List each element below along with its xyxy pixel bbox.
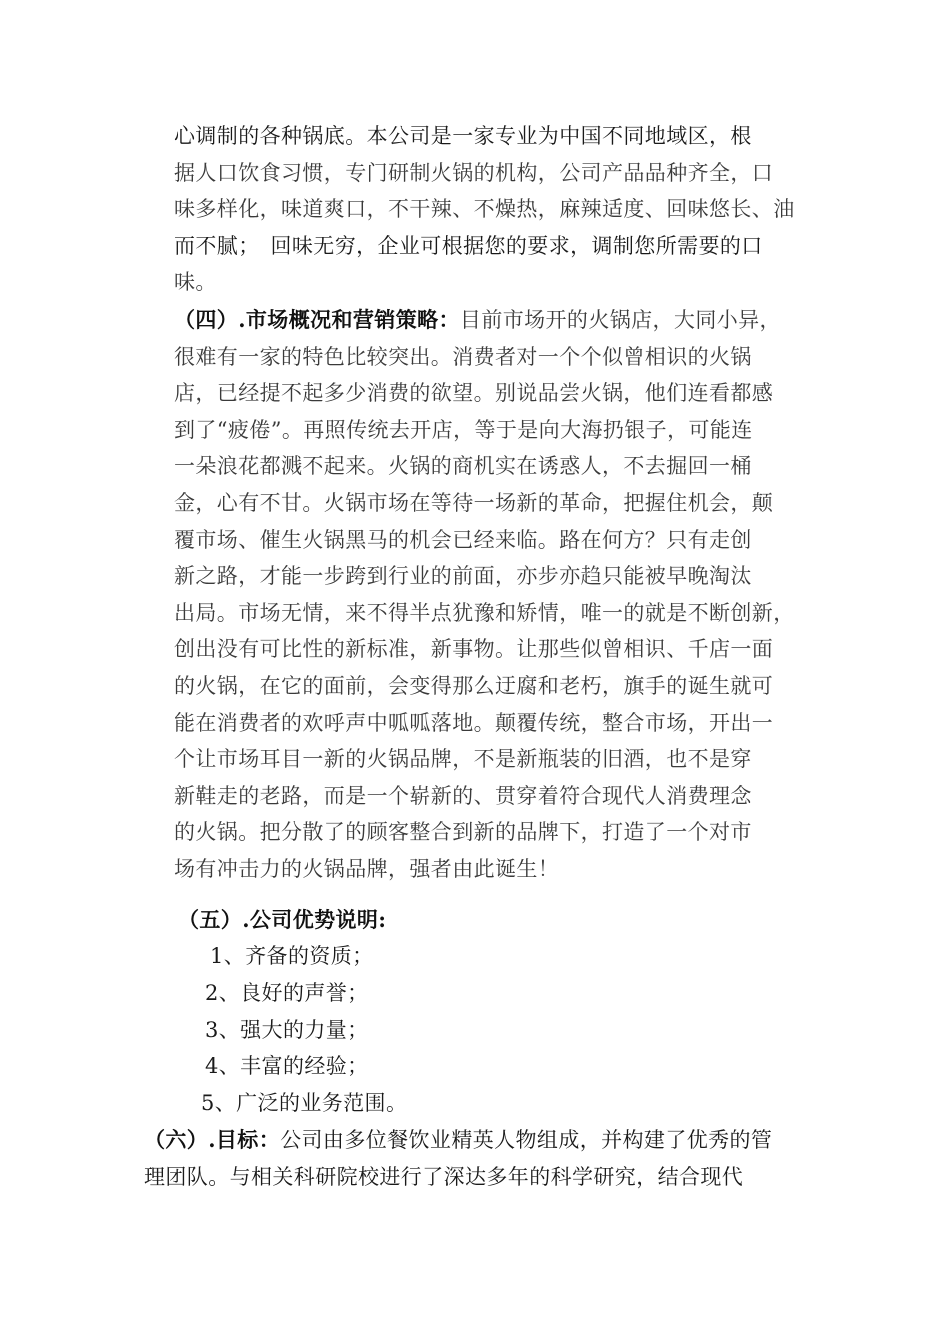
- paragraph-text: 公司由多位餐饮业精英人物组成，并构建了优秀的管: [280, 1128, 773, 1152]
- paragraph-text: 目前市场开的火锅店，大同小异，: [459, 308, 781, 332]
- paragraph-line: 而不腻； 回味无穷，企业可根据您的要求，调制您所需要的口: [174, 233, 763, 258]
- paragraph-line: 理团队。与相关科研院校进行了深达多年的科学研究，结合现代: [144, 1164, 744, 1189]
- section6-heading: （六）.目标：: [144, 1127, 281, 1152]
- paragraph-line: 个让市场耳目一新的火锅品牌，不是新瓶装的旧酒，也不是穿: [174, 747, 752, 772]
- advantage-list-item: 3、强大的力量；: [205, 1018, 369, 1042]
- section4-first-line: [174, 302, 795, 339]
- section3-paragraph: [174, 118, 795, 301]
- paragraph-line: 店，已经提不起多少消费的欲望。别说品尝火锅，他们连看都感: [174, 381, 774, 406]
- advantage-list-item: 4、丰富的经验；: [205, 1054, 369, 1078]
- paragraph-line: 出局。市场无情，来不得半点犹豫和矫情，唯一的就是不断创新，: [174, 600, 795, 625]
- paragraph-line: 创出没有可比性的新标准，新事物。让那些似曾相识、千店一面: [174, 637, 774, 662]
- section6-paragraph: [144, 1122, 772, 1195]
- advantage-list-item: 1、齐备的资质；: [210, 944, 374, 968]
- paragraph-line: 新之路，才能一步跨到行业的前面，亦步亦趋只能被早晚淘汰: [174, 564, 752, 589]
- paragraph-line: 新鞋走的老路，而是一个崭新的、贯穿着符合现代人消费理念: [174, 783, 752, 808]
- paragraph-line: 能在消费者的欢呼声中呱呱落地。颠覆传统，整合市场，开出一: [174, 710, 774, 735]
- section5-heading: （五）.公司优势说明:: [178, 907, 387, 932]
- paragraph-line: 的火锅。把分散了的顾客整合到新的品牌下，打造了一个对市: [174, 820, 752, 845]
- advantage-list-item: 2、良好的声誉；: [205, 981, 369, 1005]
- paragraph-line: 的火锅，在它的面前，会变得那么迂腐和老朽，旗手的诞生就可: [174, 673, 774, 698]
- paragraph-line: 味多样化，味道爽口，不干辣、不燥热，麻辣适度、回味悠长、油: [174, 197, 795, 222]
- section4-paragraph: [174, 302, 795, 888]
- section4-heading: （四）.市场概况和营销策略：: [174, 307, 460, 332]
- paragraph-line: 一朵浪花都溅不起来。火锅的商机实在诱惑人，不去掘回一桶: [174, 454, 752, 479]
- section5-heading-block: [178, 902, 386, 939]
- paragraph-line: 覆市场、催生火锅黑马的机会已经来临。路在何方？只有走创: [174, 527, 752, 552]
- paragraph-line: 心调制的各种锅底。本公司是一家专业为中国不同地域区，根: [174, 124, 752, 148]
- paragraph-line: 很难有一家的特色比较突出。消费者对一个个似曾相识的火锅: [174, 344, 752, 369]
- paragraph-line: 味。: [174, 270, 217, 295]
- paragraph-line: 场有冲击力的火锅品牌，强者由此诞生！: [174, 856, 560, 881]
- section6-first-line: [144, 1122, 772, 1159]
- advantage-list-item: 5、广泛的业务范围。: [201, 1091, 408, 1115]
- paragraph-line: 到了“疲倦”。再照传统去开店，等于是向大海扔银子，可能连: [174, 417, 753, 442]
- paragraph-line: 据人口饮食习惯，专门研制火锅的机构，公司产品品种齐全，口: [174, 160, 774, 185]
- paragraph-line: 金，心有不甘。火锅市场在等待一场新的革命，把握住机会，颠: [174, 490, 774, 515]
